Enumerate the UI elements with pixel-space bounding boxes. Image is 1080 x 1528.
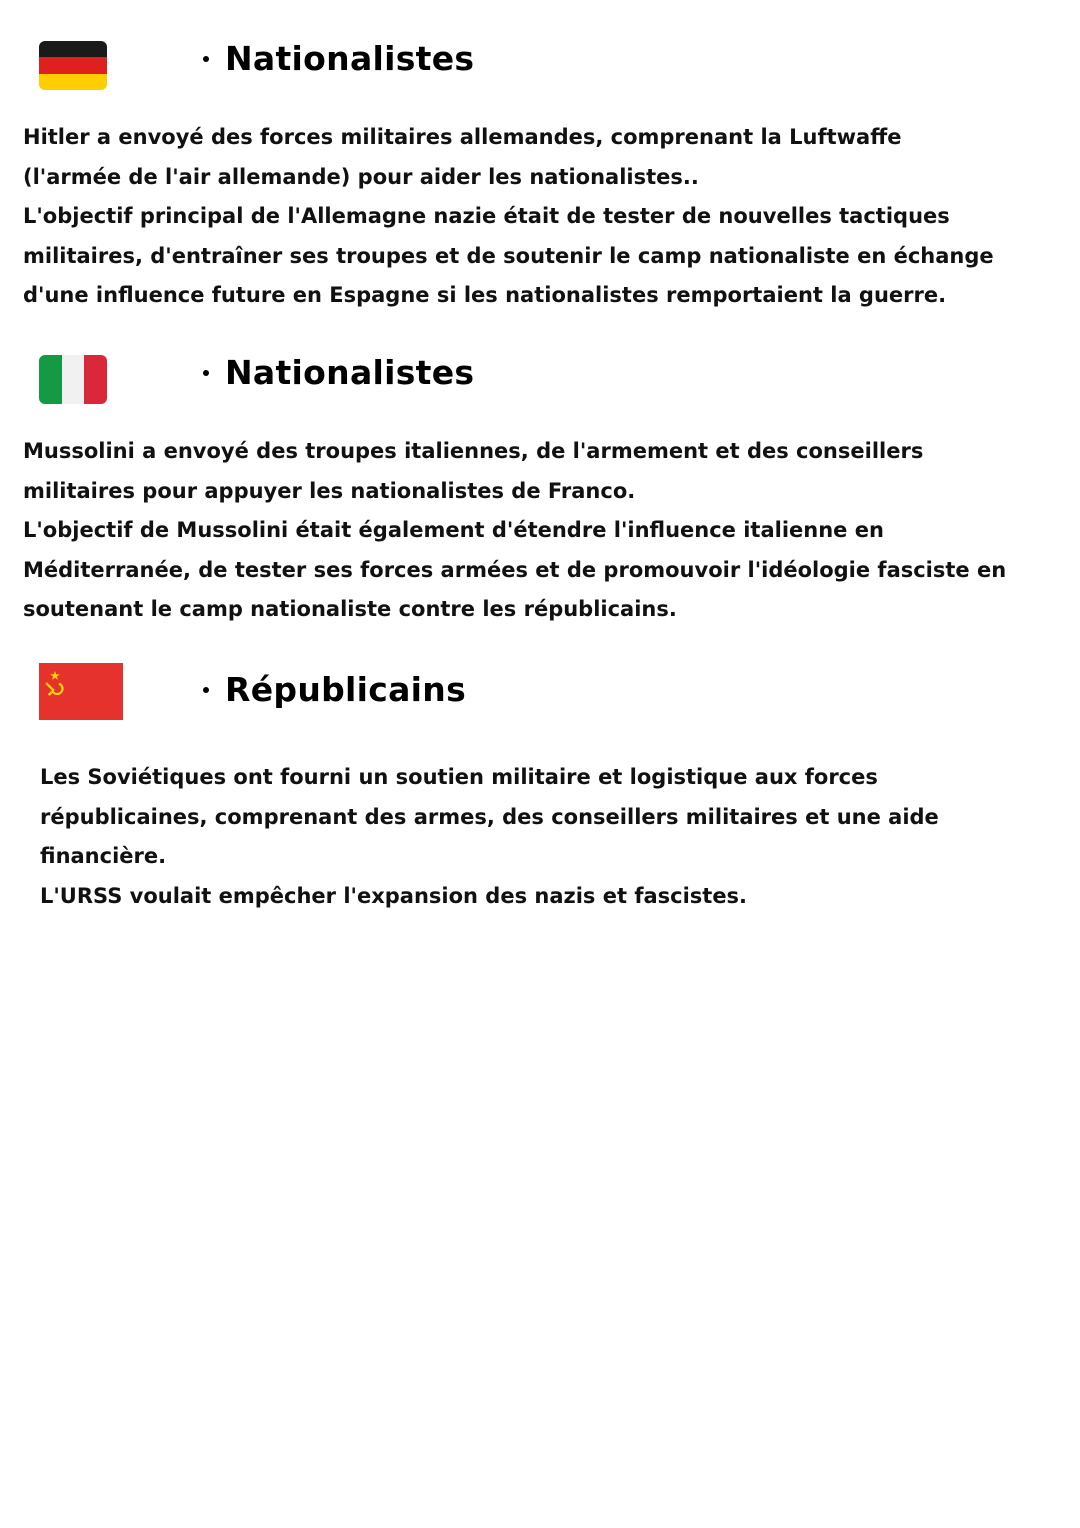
paragraph-line: d'une influence future en Espagne si les nationalistes remportaient la guerre. <box>23 283 947 308</box>
flag-band-white <box>62 355 85 404</box>
paragraph-line: Mussolini a envoyé des troupes italiennes, de l'armement et des conseillers <box>23 439 924 463</box>
flag-band-green <box>39 355 62 404</box>
paragraph-line: L'objectif principal de l'Allemagne nazie était de tester de nouvelles tactiques <box>23 204 950 229</box>
soviet-union-flag <box>39 663 123 720</box>
section-heading <box>203 670 466 710</box>
paragraph-line: militaires pour appuyer les nationalistes de Franco. <box>23 478 636 503</box>
section-paragraph <box>23 118 994 316</box>
paragraph-line: Hitler a envoyé des forces militaires allemandes, comprenant la Luftwaffe <box>23 125 902 149</box>
flag-band-red <box>84 355 107 404</box>
section-paragraph <box>23 432 1006 630</box>
heading-text: Nationalistes <box>225 39 475 78</box>
paragraph-line: militaires, d'entraîner ses troupes et de soutenir le camp nationaliste en échange <box>23 243 994 268</box>
paragraph-line: soutenant le camp nationaliste contre les républicains. <box>23 597 677 622</box>
flag-band-black <box>39 41 107 57</box>
paragraph-line: Les Soviétiques ont fourni un soutien militaire et logistique aux forces <box>40 765 878 789</box>
section-heading <box>203 353 474 393</box>
flag-band-gold <box>39 74 107 90</box>
paragraph-line: financière. <box>40 844 167 869</box>
heading-text: Républicains <box>225 670 467 709</box>
bullet-icon <box>203 370 209 376</box>
paragraph-line: républicaines, comprenant des armes, des conseillers militaires et une aide <box>40 804 939 829</box>
paragraph-line: (l'armée de l'air allemande) pour aider les nationalistes.. <box>23 164 699 189</box>
bullet-icon <box>203 687 209 693</box>
heading-text: Nationalistes <box>225 353 475 392</box>
hammer-sickle-star-icon <box>39 663 123 720</box>
germany-flag <box>39 41 107 90</box>
flag-band-red <box>39 57 107 73</box>
italy-flag <box>39 355 107 404</box>
section-paragraph <box>40 758 939 916</box>
bullet-icon <box>203 56 209 62</box>
section-heading <box>203 39 474 79</box>
paragraph-line: L'objectif de Mussolini était également d'étendre l'influence italienne en <box>23 518 884 543</box>
paragraph-line: L'URSS voulait empêcher l'expansion des nazis et fascistes. <box>40 883 748 908</box>
paragraph-line: Méditerranée, de tester ses forces armées et de promouvoir l'idéologie fasciste en <box>23 557 1007 582</box>
